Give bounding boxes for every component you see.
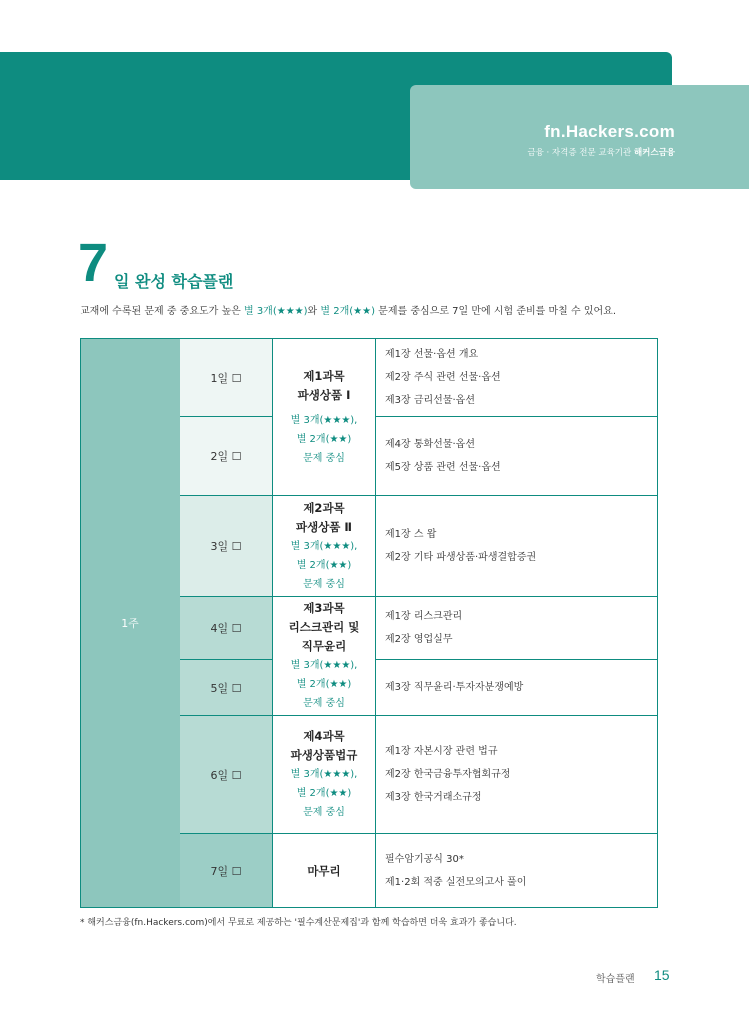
tagline-brand: 해커스금융 [633, 148, 675, 158]
subject-number: 제4과목 [303, 729, 345, 743]
subject-note: 별 3개(★★★), [290, 660, 358, 671]
title-number: 7 [78, 233, 109, 293]
chapter-item: 제1장 자본시장 관련 법규 [385, 746, 498, 757]
chapter-item: 필수암기공식 30* [385, 854, 464, 865]
page-number: 15 [654, 967, 670, 983]
subject-number: 제1과목 [303, 368, 345, 383]
day-3-checkbox[interactable]: 3일 ☐ [180, 495, 272, 596]
page-title: 일 완성 학습플랜 [114, 272, 234, 291]
intro-part: 교재에 수록된 문제 중 중요도가 높은 [80, 306, 244, 317]
day-5-content [375, 659, 658, 715]
chapter-item: 제3장 한국거래소규정 [385, 792, 482, 803]
subject-number: 제3과목 [303, 601, 345, 615]
site-name[interactable]: fn.Hackers.com [544, 122, 675, 141]
intro-part: 와 [307, 306, 321, 317]
chapter-item: 제1·2회 적중 실전모의고사 풀이 [385, 877, 527, 888]
chapter-item: 제2장 영업실무 [385, 634, 453, 645]
intro-highlight-2star: 별 2개(★★) [320, 306, 375, 317]
intro-highlight-3star: 별 3개(★★★) [243, 306, 308, 317]
chapter-item: 제2장 주식 관련 선물·옵션 [385, 372, 501, 383]
day-6-checkbox[interactable]: 6일 ☐ [180, 715, 272, 833]
site-tagline [527, 146, 675, 158]
subject-note: 별 2개(★★) [296, 559, 352, 571]
chapter-item: 제1장 리스크관리 [385, 611, 463, 622]
subject-note: 별 2개(★★) [296, 433, 352, 445]
chapter-item: 제2장 기타 파생상품·파생결합증권 [385, 552, 537, 563]
subject-name: 마무리 [307, 863, 341, 878]
subject-4 [272, 715, 375, 833]
day-7-content [375, 833, 658, 908]
chapter-item: 제3장 직무윤리·투자자분쟁예방 [385, 682, 524, 693]
subject-wrapup [272, 833, 375, 908]
subject-name: 파생상품 Ⅱ [295, 519, 352, 534]
day-1-content [375, 338, 658, 416]
subject-note: 별 2개(★★) [296, 788, 352, 799]
subject-number: 제2과목 [303, 500, 345, 515]
day-2-checkbox[interactable]: 2일 ☐ [180, 416, 272, 495]
subject-note: 별 3개(★★★), [290, 540, 358, 552]
subject-note: 문제 중심 [303, 807, 345, 818]
chapter-item: 제5장 상품 관련 선물·옵션 [385, 462, 501, 473]
chapter-item: 제2장 한국금융투자협회규정 [385, 769, 511, 780]
day-5-checkbox[interactable]: 5일 ☐ [180, 659, 272, 715]
chapter-item: 제1장 선물·옵션 개요 [385, 349, 479, 360]
subject-name: 직무윤리 [301, 639, 347, 653]
day-3-content [375, 495, 658, 596]
subject-note: 문제 중심 [303, 452, 345, 464]
subject-name: 리스크관리 및 [288, 620, 360, 634]
subject-note: 별 2개(★★) [296, 679, 352, 690]
subject-2 [272, 495, 375, 596]
subject-name: 파생상품법규 [290, 748, 358, 762]
chapter-item: 제4장 통화선물·옵션 [385, 439, 475, 450]
subject-note: 별 3개(★★★), [290, 769, 358, 780]
footnote: * 해커스금융(fn.Hackers.com)에서 무료로 제공하는 '필수계산문제집'과 함께 학습하면 더욱 효과가 좋습니다. [80, 918, 517, 928]
subject-3 [272, 596, 375, 715]
day-6-content [375, 715, 658, 833]
intro-text [80, 302, 616, 317]
chapter-item: 제1장 스 왑 [385, 529, 437, 540]
subject-1 [272, 338, 375, 495]
subject-note: 문제 중심 [303, 698, 345, 709]
day-2-content [375, 416, 658, 495]
subject-note: 문제 중심 [303, 578, 345, 590]
intro-part: 문제를 중심으로 7일 만에 시험 준비를 마칠 수 있어요. [374, 306, 616, 317]
subject-name: 파생상품 Ⅰ [297, 387, 351, 402]
tagline-prefix: 금융 · 자격증 전문 교육기관 [527, 148, 632, 158]
week-cell: 1주 [80, 338, 180, 908]
chapter-item: 제3장 금리선물·옵션 [385, 395, 475, 406]
day-4-content [375, 596, 658, 659]
day-4-checkbox[interactable]: 4일 ☐ [180, 596, 272, 659]
footer-section-label: 학습플랜 [596, 974, 635, 985]
study-plan-table [80, 338, 658, 908]
subject-note: 별 3개(★★★), [290, 414, 358, 426]
day-7-checkbox[interactable]: 7일 ☐ [180, 833, 272, 908]
day-1-checkbox[interactable]: 1일 ☐ [180, 338, 272, 416]
